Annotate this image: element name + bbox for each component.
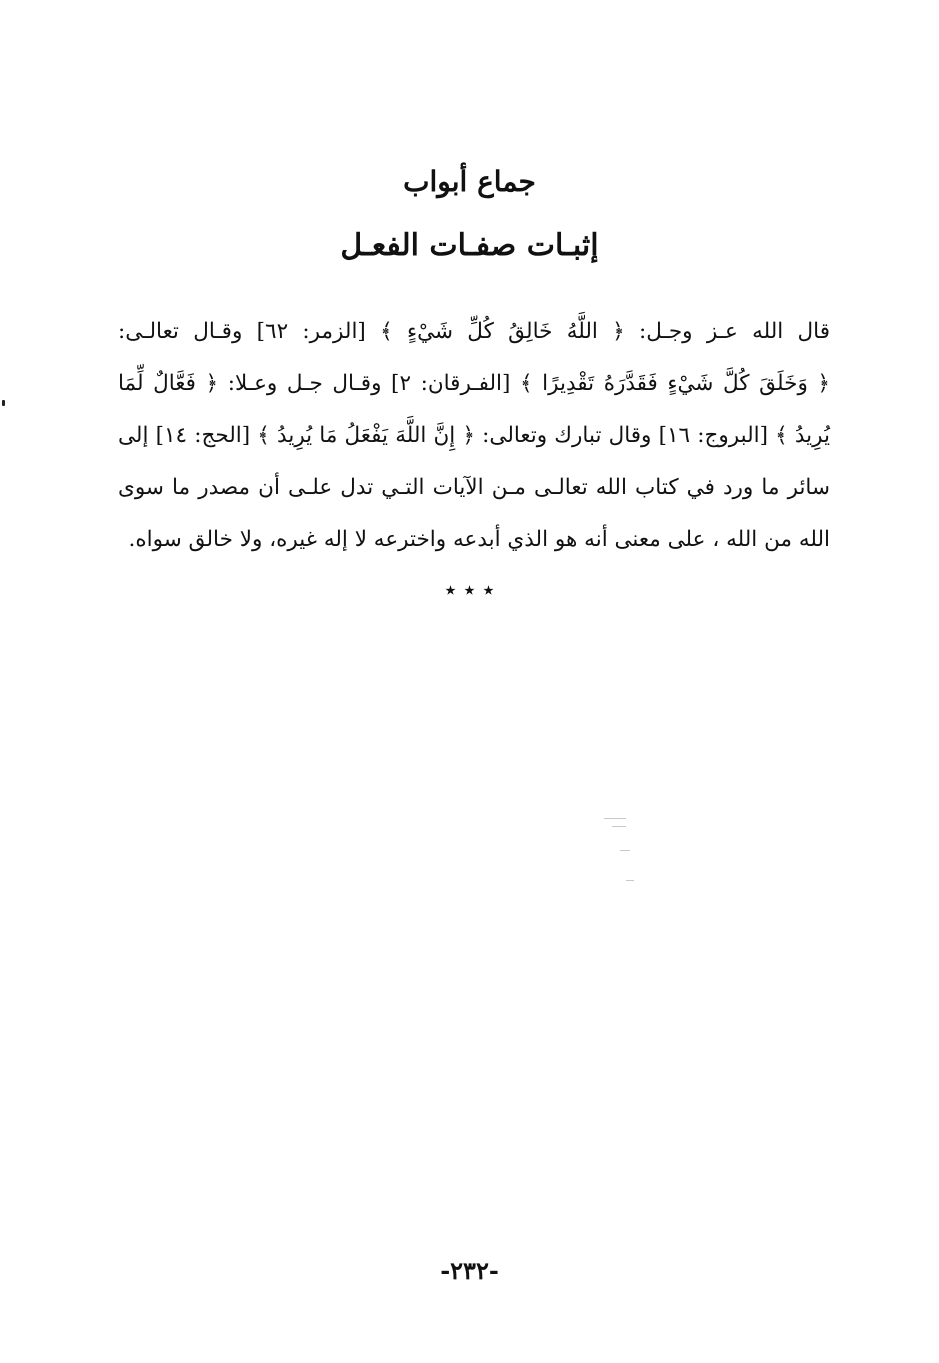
- scan-speck: [620, 850, 630, 851]
- section-separator: ٭ ٭ ٭: [444, 578, 495, 603]
- chapter-title: جماع أبواب: [403, 165, 536, 198]
- paragraph-line: ﴿ وَخَلَقَ كُلَّ شَيْءٍ فَقَدَّرَهُ تَقْدِيرًا ﴾ [الفـرقان: ٢] وقـال جـل وعـلا: ﴿ فَعَّالٌ لِّمَا: [118, 371, 831, 396]
- scan-speck: [626, 880, 634, 881]
- chapter-subtitle: إثبـات صفـات الفعـل: [340, 228, 599, 263]
- body-paragraph: [118, 306, 830, 566]
- paragraph-line: قال الله عـز وجـل: ﴿ اللَّهُ خَالِقُ كُلِّ شَيْءٍ ﴾ [الزمر: ٦٢] وقـال تعالـى:: [118, 319, 830, 344]
- scan-speck: [612, 826, 626, 827]
- paragraph-line: يُرِيدُ ﴾ [البروج: ١٦] وقال تبارك وتعالى: ﴿ إِنَّ اللَّهَ يَفْعَلُ مَا يُرِيدُ ﴾ [الحج: ١٤] إلى: [118, 423, 830, 448]
- scan-speck: [604, 818, 626, 819]
- paragraph-line: الله من الله ، على معنى أنه هو الذي أبدعه واخترعه لا إله غيره، ولا خالق سواه.: [128, 527, 830, 552]
- page-number: -٢٣٢-: [440, 1256, 499, 1285]
- paragraph-line: سائر ما ورد في كتاب الله تعالـى مـن الآيات التـي تدل علـى أن مصدر ما سوى: [118, 475, 830, 500]
- margin-mark: [2, 400, 5, 406]
